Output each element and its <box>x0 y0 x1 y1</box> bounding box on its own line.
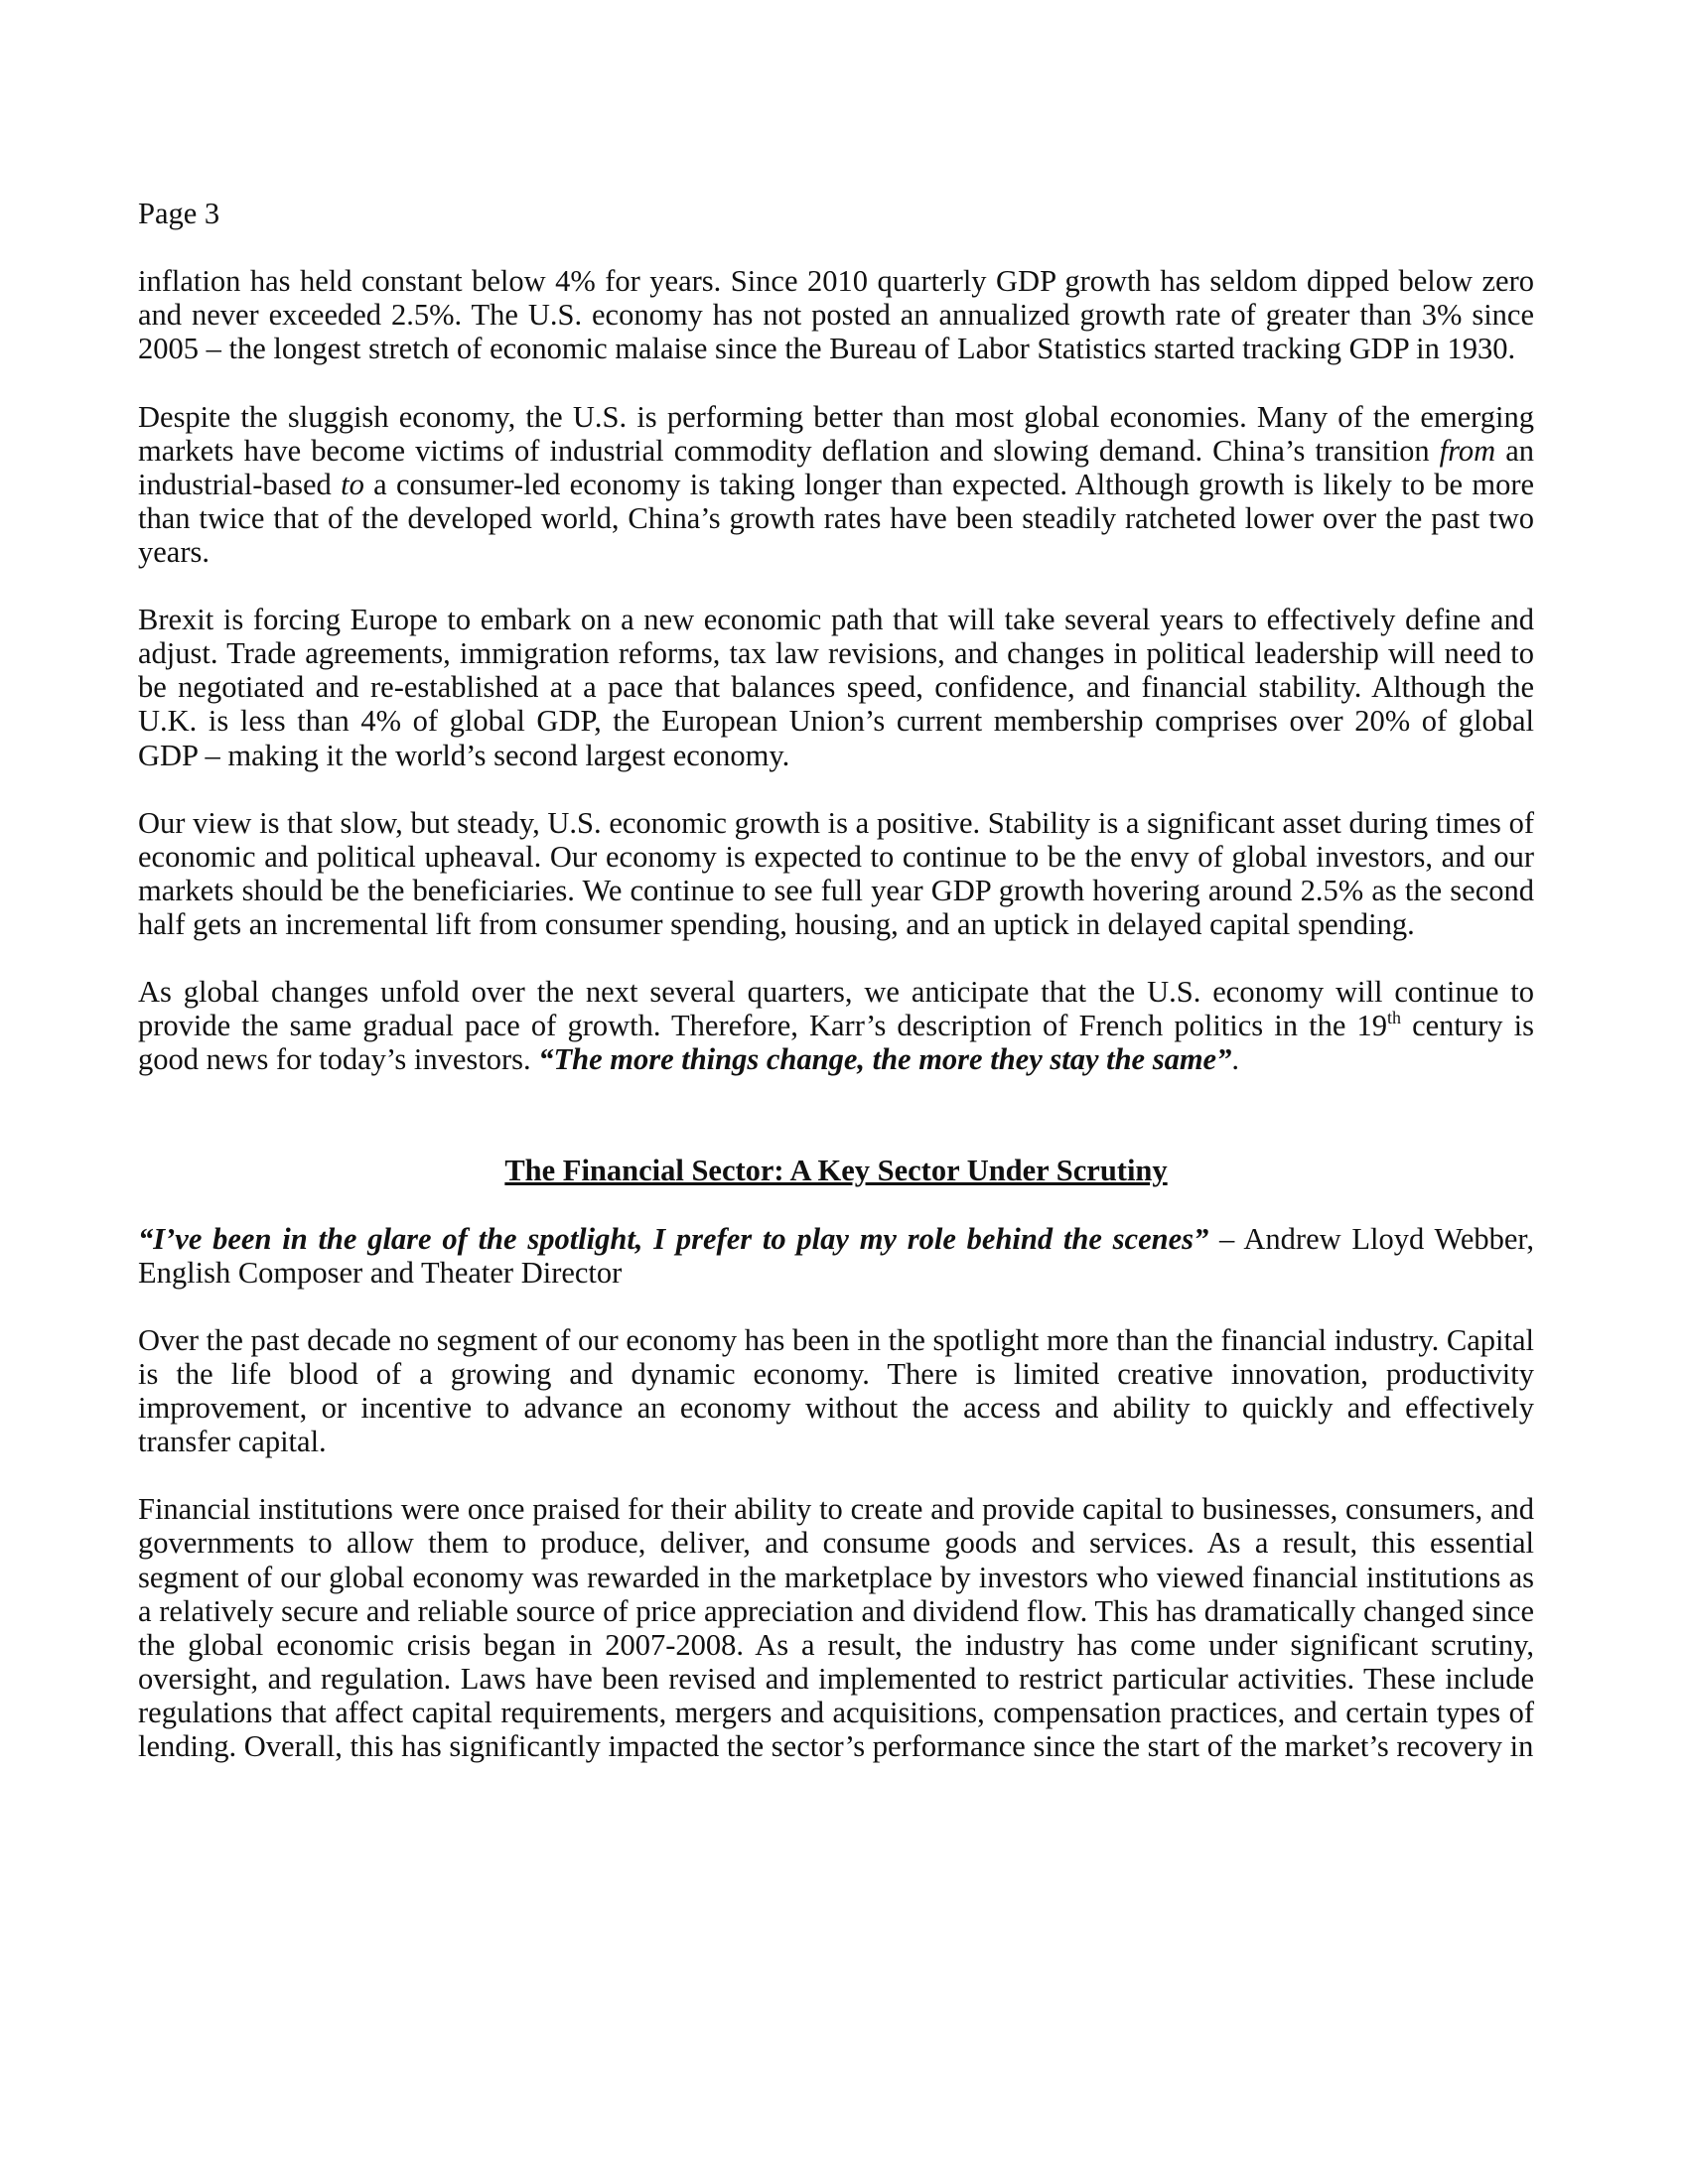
paragraph-spotlight: Over the past decade no segment of our economy has been in the spotlight more than the financial industry. Capital is the life blood of a growing and dynamic economy. There is limited creative innovation, productivity improvement, or incentive to advance an economy without the access and ability to quickly and effectively transfer capital. <box>138 1322 1534 1459</box>
epigraph <box>138 1222 1534 1290</box>
italic-text: to <box>341 467 364 501</box>
text: . <box>1231 1042 1239 1077</box>
superscript: th <box>1386 1008 1401 1028</box>
text: Despite the sluggish economy, the U.S. is performing better than most global economies. Many of the emerging markets have become victims of industrial commodity deflation and slowing demand. China’s transition <box>138 399 1534 468</box>
text: century is good news for today’s investors. <box>138 1009 1534 1077</box>
paragraph-our-view: Our view is that slow, but steady, U.S. economic growth is a positive. Stability is a significant asset during times of economic and political upheaval. Our economy is expected to continue to be the envy of global investors, and our markets should be the beneficiaries. We continue to see full year GDP growth hovering around 2.5% as the second half gets an incremental lift from consumer spending, housing, and an uptick in delayed capital spending. <box>138 805 1534 941</box>
page-number: Page 3 <box>138 197 220 230</box>
quote-text: “The more things change, the more they stay the same” <box>538 1042 1232 1077</box>
text: As global changes unfold over the next several quarters, we anticipate that the U.S. economy will continue to provide the same gradual pace of growth. Therefore, Karr’s description of French politics in the 19 <box>138 975 1534 1043</box>
text: a consumer-led economy is taking longer than expected. Although growth is likely to be more than twice that of the developed world, China’s growth rates have been steadily ratcheted lower over the past two years. <box>138 467 1535 569</box>
epigraph-attribution: – Andrew Lloyd Webber, English Composer and Theater Director <box>138 1221 1534 1290</box>
section-heading: The Financial Sector: A Key Sector Under Scrutiny <box>504 1154 1168 1188</box>
paragraph-global-changes <box>138 975 1534 1076</box>
paragraph-financial-institutions: Financial institutions were once praised for their ability to create and provide capital to businesses, consumers, and governments to allow them to produce, deliver, and consume goods and services. As a result, this essential segment of our global economy was rewarded in the marketplace by investors who viewed financial institutions as a relatively secure and reliable source of price appreciation and dividend flow. This has dramatically changed since the global economic crisis began in 2007-2008. As a result, the industry has come under significant scrutiny, oversight, and regulation. Laws have been revised and implemented to restrict particular activities. These include regulations that affect capital requirements, mergers and acquisitions, compensation practices, and certain types of lending. Overall, this has significantly impacted the sector’s performance since the start of the market’s recovery in <box>138 1492 1534 1764</box>
epigraph-quote: “I’ve been in the glare of the spotlight, I prefer to play my role behind the scenes” <box>138 1221 1209 1256</box>
paragraph-global-economies <box>138 400 1534 569</box>
document-page <box>138 197 1534 1797</box>
italic-text: from <box>1439 433 1496 468</box>
paragraph-inflation: inflation has held constant below 4% for years. Since 2010 quarterly GDP growth has seldom dipped below zero and never exceeded 2.5%. The U.S. economy has not posted an annualized growth rate of greater than 3% since 2005 – the longest stretch of economic malaise since the Bureau of Labor Statistics started tracking GDP in 1930. <box>138 264 1534 366</box>
paragraph-brexit: Brexit is forcing Europe to embark on a new economic path that will take several years to effectively define and adjust. Trade agreements, immigration reforms, tax law revisions, and changes in political leadership will need to be negotiated and re-established at a pace that balances speed, confidence, and financial stability. Although the U.K. is less than 4% of global GDP, the European Union’s current membership comprises over 20% of global GDP – making it the world’s second largest economy. <box>138 603 1534 772</box>
text: an industrial-based <box>138 433 1534 501</box>
